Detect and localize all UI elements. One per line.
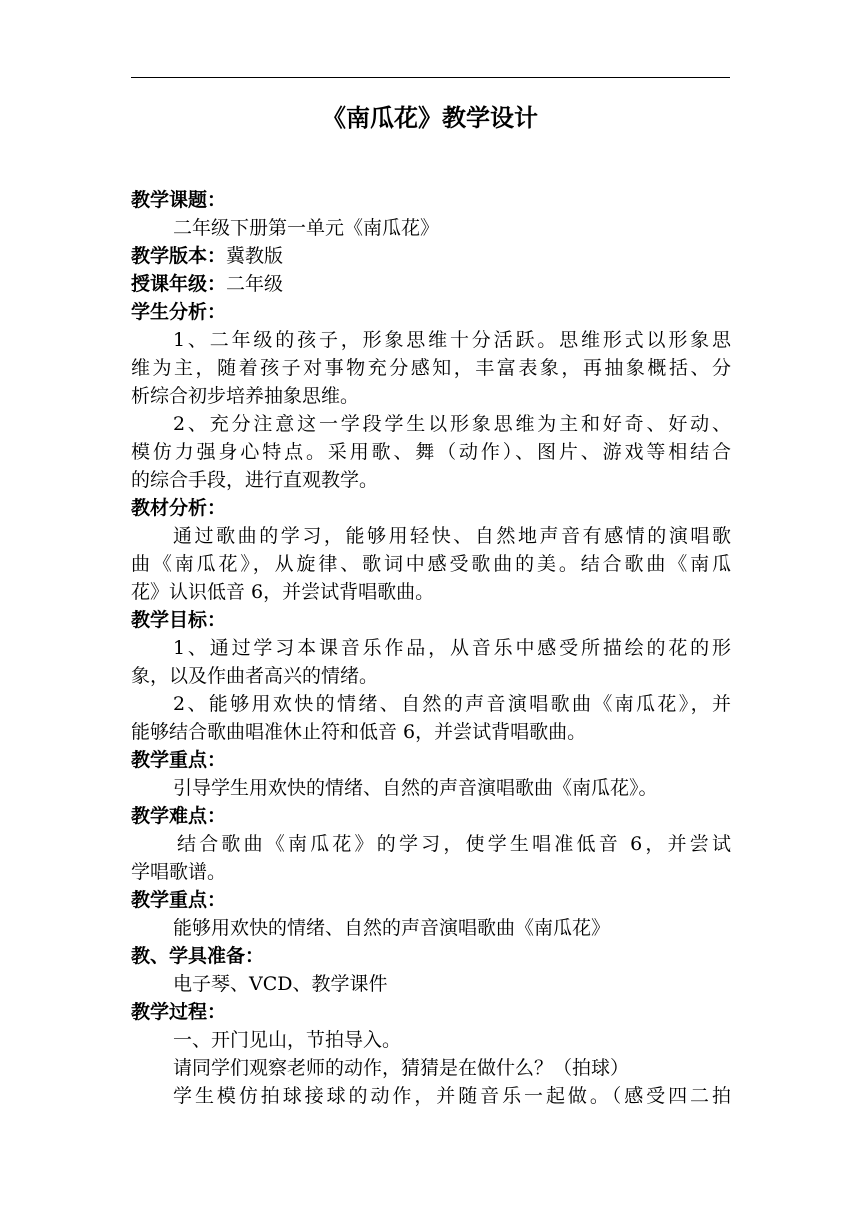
document-line xyxy=(131,942,731,970)
document-line xyxy=(131,690,731,718)
body-text: 的综合手段，进行直观教学。 xyxy=(131,469,379,491)
document-line xyxy=(131,858,731,886)
section-heading: 教材分析： xyxy=(131,497,227,519)
document-line xyxy=(131,970,731,998)
section-heading: 教学重点： xyxy=(131,749,227,771)
document-line xyxy=(131,354,731,382)
document-line xyxy=(131,802,731,830)
document-line xyxy=(131,886,731,914)
document-line xyxy=(131,746,731,774)
body-text: 能够结合歌曲唱准休止符和低音 6，并尝试背唱歌曲。 xyxy=(131,721,587,743)
section-heading: 教学版本： xyxy=(131,245,227,267)
document-line xyxy=(131,298,731,326)
document-line xyxy=(131,242,731,270)
document-body xyxy=(131,186,731,1110)
body-text: 模仿力强身心特点。采用歌、舞（动作）、图片、游戏等相结合 xyxy=(131,441,731,463)
body-text: 曲《南瓜花》，从旋律、歌词中感受歌曲的美。结合歌曲《南瓜 xyxy=(131,553,731,575)
document-line xyxy=(131,914,731,942)
section-heading: 授课年级： xyxy=(131,273,227,295)
document-line xyxy=(131,718,731,746)
section-heading: 教、学具准备： xyxy=(131,945,265,967)
section-heading: 教学重点： xyxy=(131,889,227,911)
document-line xyxy=(131,522,731,550)
document-line xyxy=(131,270,731,298)
document-line xyxy=(131,1026,731,1054)
body-text: 一、开门见山，节拍导入。 xyxy=(173,1029,402,1051)
section-heading: 学生分析： xyxy=(131,301,227,323)
document-line xyxy=(131,662,731,690)
section-heading: 教学难点： xyxy=(131,805,227,827)
body-text: 电子琴、VCD、教学课件 xyxy=(173,973,388,995)
document-line xyxy=(131,830,731,858)
section-heading: 教学课题： xyxy=(131,189,227,211)
section-heading: 教学目标： xyxy=(131,609,227,631)
body-text: 冀教版 xyxy=(226,245,284,267)
body-text: 析综合初步培养抽象思维。 xyxy=(131,385,360,407)
document-line xyxy=(131,438,731,466)
section-heading: 教学过程： xyxy=(131,1001,227,1023)
header-rule xyxy=(131,77,730,78)
document-line xyxy=(131,186,731,214)
body-text: 学唱歌谱。 xyxy=(131,861,227,883)
document-line xyxy=(131,410,731,438)
document-line xyxy=(131,998,731,1026)
document-line xyxy=(131,466,731,494)
body-text: 花》认识低音 6，并尝试背唱歌曲。 xyxy=(131,581,435,603)
body-text: 2、能够用欢快的情绪、自然的声音演唱歌曲《南瓜花》，并 xyxy=(173,693,731,715)
document-line xyxy=(131,1054,731,1082)
document-line xyxy=(131,606,731,634)
body-text: 结合歌曲《南瓜花》的学习，使学生唱准低音 6，并尝试 xyxy=(177,833,731,855)
document-line xyxy=(131,634,731,662)
document-line xyxy=(131,494,731,522)
body-text: 1、通过学习本课音乐作品，从音乐中感受所描绘的花的形 xyxy=(173,637,731,659)
body-text: 学生模仿拍球接球的动作，并随音乐一起做。（感受四二拍 xyxy=(173,1085,731,1107)
document-line xyxy=(131,550,731,578)
body-text: 2、充分注意这一学段学生以形象思维为主和好奇、好动、 xyxy=(173,413,731,435)
document-line xyxy=(131,1082,731,1110)
document-title: 《南瓜花》教学设计 xyxy=(322,104,538,132)
body-text: 1、二年级的孩子，形象思维十分活跃。思维形式以形象思 xyxy=(173,329,731,351)
body-text: 请同学们观察老师的动作，猜猜是在做什么？（拍球） xyxy=(173,1057,630,1079)
document-line xyxy=(131,578,731,606)
body-text: 引导学生用欢快的情绪、自然的声音演唱歌曲《南瓜花》。 xyxy=(173,777,658,799)
body-text: 象，以及作曲者高兴的情绪。 xyxy=(131,665,379,687)
body-text: 二年级 xyxy=(226,273,284,295)
document-line xyxy=(131,382,731,410)
body-text: 维为主，随着孩子对事物充分感知，丰富表象，再抽象概括、分 xyxy=(131,357,731,379)
document-line xyxy=(131,774,731,802)
body-text: 能够用欢快的情绪、自然的声音演唱歌曲《南瓜花》 xyxy=(173,917,611,939)
body-text: 通过歌曲的学习，能够用轻快、自然地声音有感情的演唱歌 xyxy=(173,525,731,547)
document-line xyxy=(131,214,731,242)
body-text: 二年级下册第一单元《南瓜花》 xyxy=(173,217,440,239)
document-line xyxy=(131,326,731,354)
